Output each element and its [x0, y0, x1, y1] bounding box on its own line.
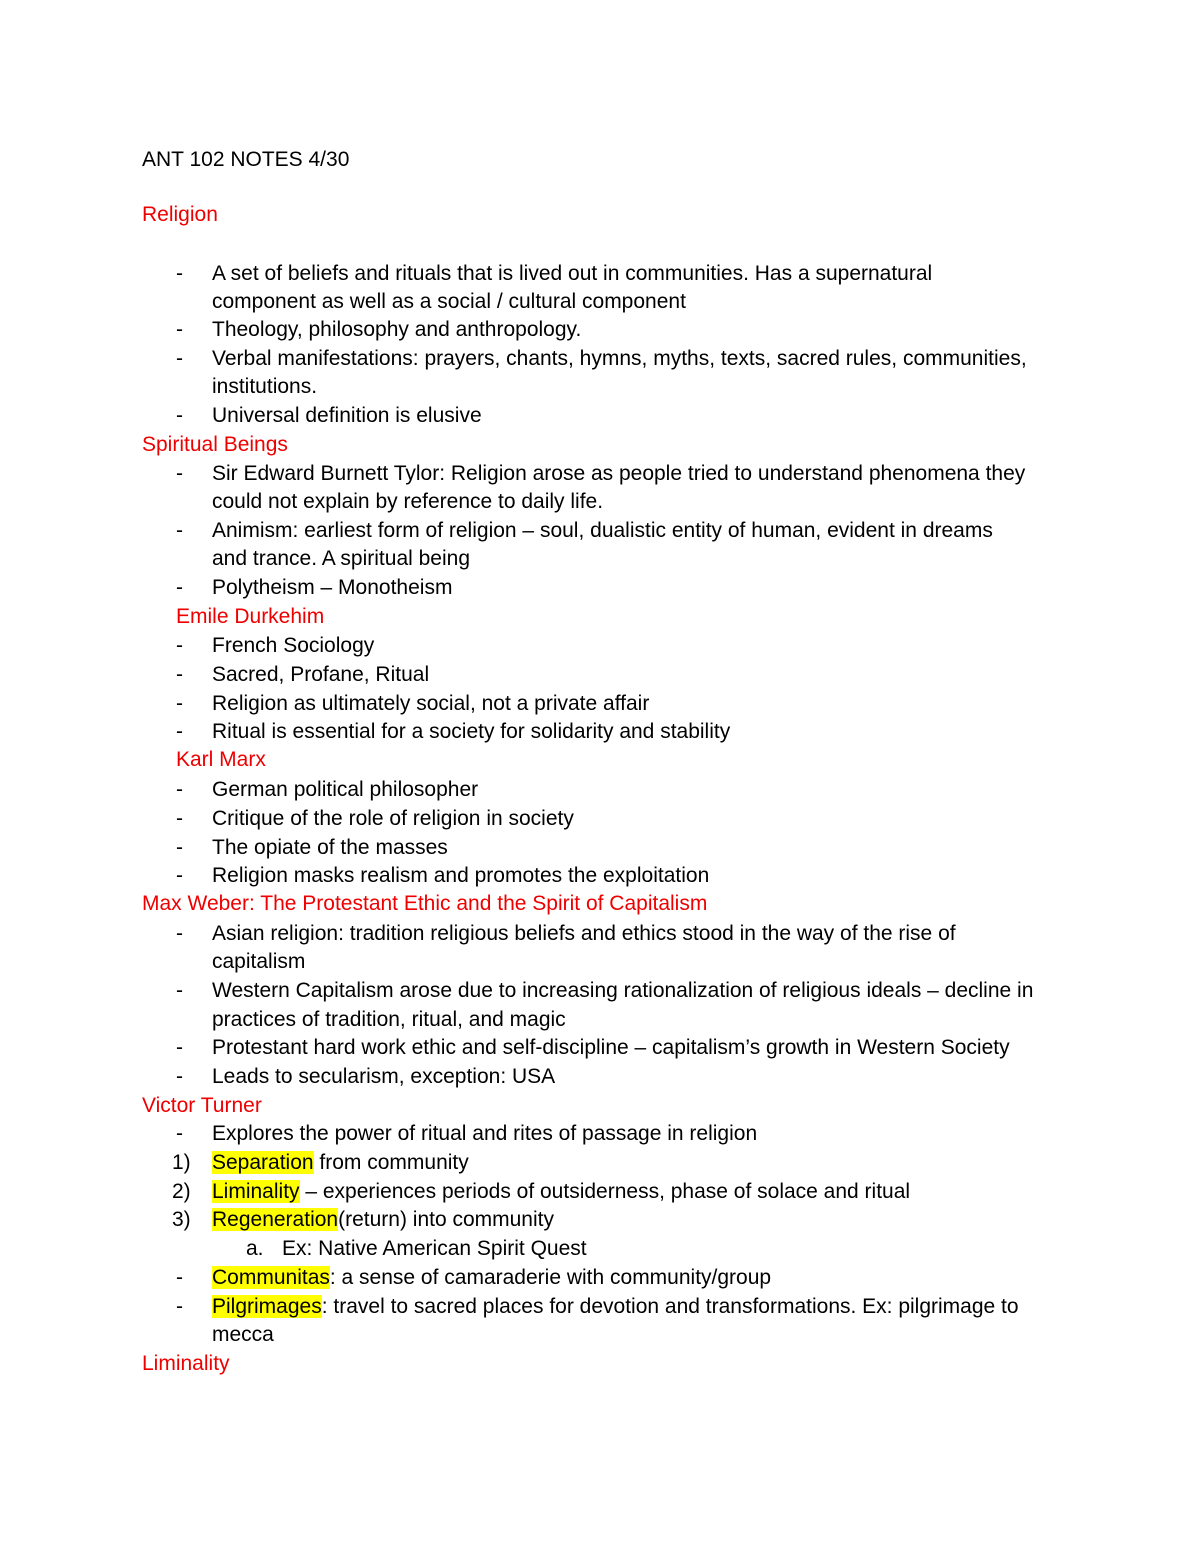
list-item-continuation: and trance. A spiritual being: [212, 547, 471, 570]
highlighted-term: Communitas: [212, 1266, 330, 1289]
highlighted-term: Pilgrimages: [212, 1295, 322, 1318]
list-item: Ritual is essential for a society for solidarity and stability: [212, 720, 731, 743]
list-item-continuation: component as well as a social / cultural component: [212, 290, 686, 313]
list-item: [212, 1293, 1019, 1321]
bullet-dash: -: [176, 720, 183, 743]
list-item-continuation: practices of tradition, ritual, and magic: [212, 1008, 566, 1031]
highlighted-term: Regeneration: [212, 1208, 339, 1231]
bullet-dash: -: [176, 1122, 183, 1145]
list-item: Theology, philosophy and anthropology.: [212, 318, 582, 341]
bullet-dash: -: [176, 519, 183, 542]
item-text: – experiences periods of outsiderness, phase of solace and ritual: [299, 1180, 911, 1203]
step-number: 1): [172, 1151, 191, 1174]
heading-weber: Max Weber: The Protestant Ethic and the Spirit of Capitalism: [142, 892, 708, 915]
list-item: [212, 1264, 771, 1292]
list-item: A set of beliefs and rituals that is lived out in communities. Has a supernatural: [212, 262, 933, 285]
item-text: (return) into community: [338, 1208, 554, 1231]
list-item: Leads to secularism, exception: USA: [212, 1065, 556, 1088]
highlighted-term: Liminality: [212, 1180, 300, 1203]
bullet-dash: -: [176, 836, 183, 859]
heading-liminality: Liminality: [142, 1352, 230, 1375]
bullet-dash: -: [176, 347, 183, 370]
bullet-dash: -: [176, 462, 183, 485]
bullet-dash: -: [176, 1295, 183, 1318]
bullet-dash: -: [176, 404, 183, 427]
list-item: Verbal manifestations: prayers, chants, hymns, myths, texts, sacred rules, communities,: [212, 347, 1027, 370]
list-item: Universal definition is elusive: [212, 404, 482, 427]
sub-item: Ex: Native American Spirit Quest: [282, 1237, 587, 1260]
list-item: French Sociology: [212, 634, 375, 657]
bullet-dash: -: [176, 1065, 183, 1088]
bullet-dash: -: [176, 318, 183, 341]
bullet-dash: -: [176, 692, 183, 715]
bullet-dash: -: [176, 663, 183, 686]
heading-turner: Victor Turner: [142, 1094, 262, 1117]
list-item: Religion as ultimately social, not a private affair: [212, 692, 650, 715]
heading-marx: Karl Marx: [176, 748, 266, 771]
item-text: : travel to sacred places for devotion and transformations. Ex: pilgrimage to: [321, 1295, 1019, 1318]
list-item: Western Capitalism arose due to increasing rationalization of religious ideals – decline in: [212, 979, 1034, 1002]
bullet-dash: -: [176, 807, 183, 830]
list-item-continuation: mecca: [212, 1323, 274, 1346]
list-item: Animism: earliest form of religion – soul, dualistic entity of human, evident in dreams: [212, 519, 993, 542]
list-item: Sir Edward Burnett Tylor: Religion arose as people tried to understand phenomena they: [212, 462, 1026, 485]
bullet-dash: -: [176, 778, 183, 801]
list-item: Asian religion: tradition religious beliefs and ethics stood in the way of the rise of: [212, 922, 956, 945]
list-item-continuation: institutions.: [212, 375, 318, 398]
sub-item-marker: a.: [246, 1237, 264, 1260]
list-item: Critique of the role of religion in society: [212, 807, 574, 830]
heading-spiritual-beings: Spiritual Beings: [142, 433, 288, 456]
numbered-item: [212, 1178, 910, 1206]
list-item: The opiate of the masses: [212, 836, 448, 859]
numbered-item: [212, 1206, 554, 1234]
list-item: Sacred, Profane, Ritual: [212, 663, 430, 686]
bullet-dash: -: [176, 1266, 183, 1289]
bullet-dash: -: [176, 922, 183, 945]
list-item: Protestant hard work ethic and self-discipline – capitalism’s growth in Western Society: [212, 1036, 1010, 1059]
bullet-dash: -: [176, 1036, 183, 1059]
list-item-continuation: capitalism: [212, 950, 306, 973]
heading-durkheim: Emile Durkehim: [176, 605, 325, 628]
list-item: German political philosopher: [212, 778, 479, 801]
step-number: 3): [172, 1208, 191, 1231]
step-number: 2): [172, 1180, 191, 1203]
bullet-dash: -: [176, 864, 183, 887]
bullet-dash: -: [176, 576, 183, 599]
list-item: Religion masks realism and promotes the exploitation: [212, 864, 710, 887]
numbered-item: [212, 1149, 469, 1177]
bullet-dash: -: [176, 262, 183, 285]
item-text: from community: [313, 1151, 469, 1174]
bullet-dash: -: [176, 979, 183, 1002]
highlighted-term: Separation: [212, 1151, 314, 1174]
page-title: ANT 102 NOTES 4/30: [142, 148, 350, 171]
list-item: Explores the power of ritual and rites of passage in religion: [212, 1122, 758, 1145]
item-text: : a sense of camaraderie with community/group: [329, 1266, 772, 1289]
list-item: Polytheism – Monotheism: [212, 576, 453, 599]
list-item-continuation: could not explain by reference to daily life.: [212, 490, 604, 513]
bullet-dash: -: [176, 634, 183, 657]
heading-religion: Religion: [142, 203, 218, 226]
